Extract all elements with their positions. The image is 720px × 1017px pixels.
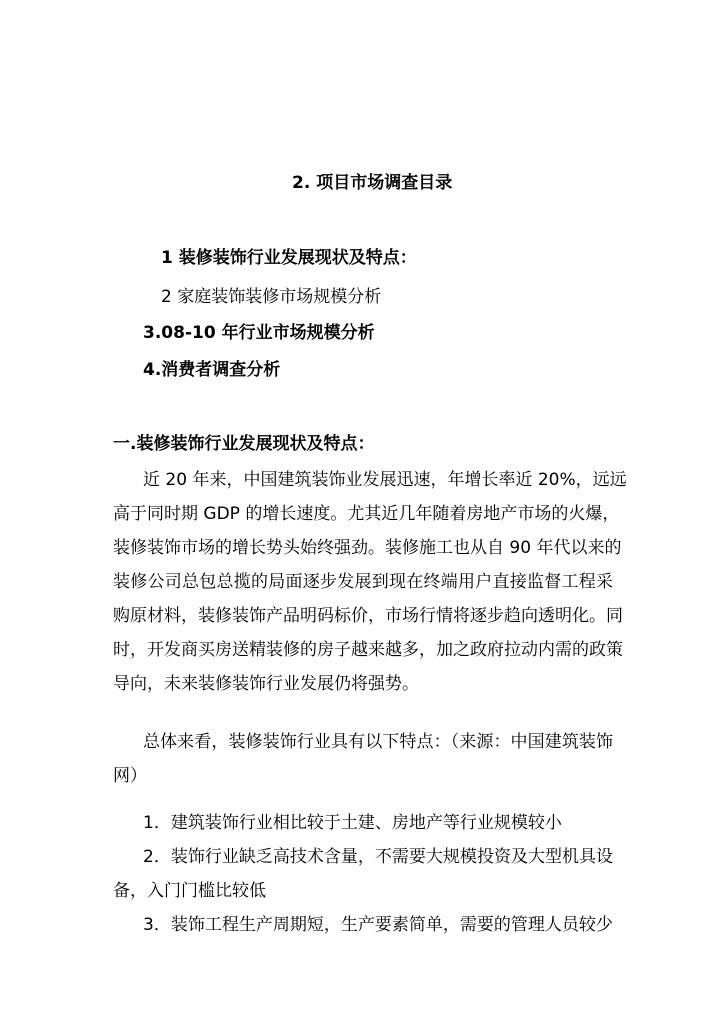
- list-item: 1．建筑装饰行业相比较于土建、房地产等行业规模较小: [143, 813, 562, 833]
- paragraph-line: 购原材料，装修装饰产品明码标价，市场行情将逐步趋向透明化。同: [113, 606, 623, 626]
- paragraph-industry-overview: [113, 463, 627, 701]
- paragraph-line: 近 20 年来，中国建筑装饰业发展迅速，年增长率近 20%，远远: [143, 470, 627, 490]
- document-title: 2. 项目市场调查目录: [292, 173, 453, 193]
- paragraph-line: 网）: [113, 766, 147, 786]
- paragraph-characteristics-intro: [113, 725, 613, 793]
- paragraph-line: 高于同时期 GDP 的增长速度。尤其近几年随着房地产市场的火爆，: [113, 504, 620, 524]
- paragraph-line: 装修装饰市场的增长势头始终强劲。装修施工也从自 90 年代以来的: [113, 538, 622, 558]
- section-heading: 一.装修装饰行业发展现状及特点：: [113, 434, 375, 454]
- list-item-continuation: 备，入门门槛比较低: [113, 881, 266, 901]
- paragraph-line: 导向，未来装修装饰行业发展仍将强势。: [113, 674, 419, 694]
- list-item: 2．装饰行业缺乏高技术含量，不需要大规模投资及大型机具设: [143, 847, 613, 867]
- toc-item-3: 3.08-10 年行业市场规模分析: [143, 323, 375, 343]
- list-item: 3．装饰工程生产周期短，生产要素简单，需要的管理人员较少: [143, 915, 613, 935]
- paragraph-line: 总体来看，装修装饰行业具有以下特点：（来源：中国建筑装饰: [143, 732, 613, 752]
- toc-item-1: 1 装修装饰行业发展现状及特点：: [161, 248, 417, 268]
- paragraph-line: 时，开发商买房送精装修的房子越来越多，加之政府拉动内需的政策: [113, 640, 623, 660]
- characteristics-list: [113, 806, 613, 942]
- toc-item-2: 2 家庭装饰装修市场规模分析: [161, 287, 382, 307]
- paragraph-line: 装修公司总包总揽的局面逐步发展到现在终端用户直接监督工程采: [113, 572, 613, 592]
- toc-item-4: 4.消费者调查分析: [143, 360, 281, 380]
